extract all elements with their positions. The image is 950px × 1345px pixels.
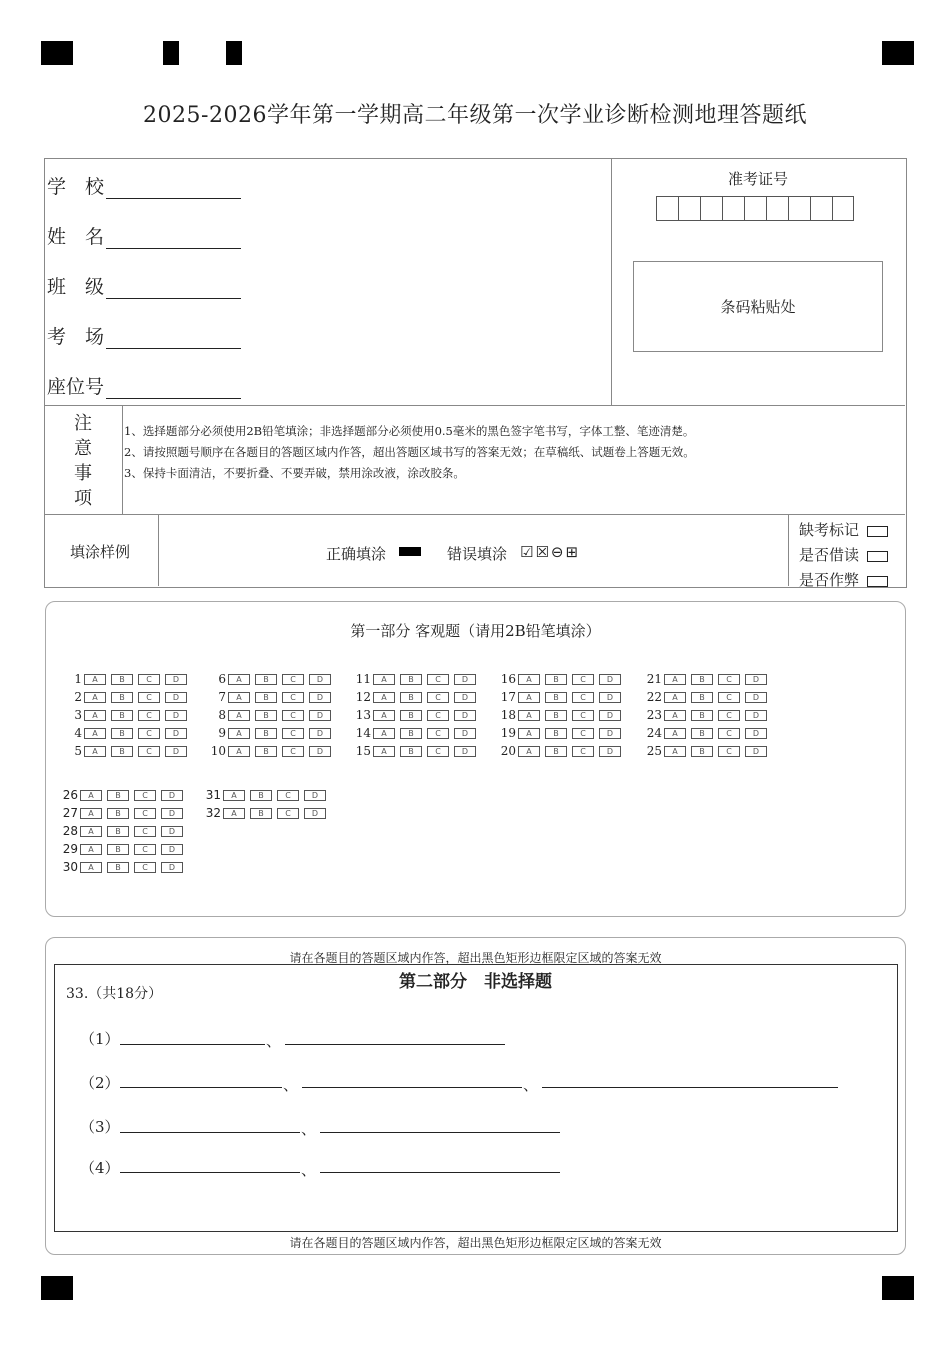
option-bubble-b[interactable]: B [400,692,422,703]
transfer-flag[interactable] [799,544,888,565]
field-label: 班 级 [47,276,105,298]
option-bubble-d[interactable]: D [309,728,331,739]
note-item: 1、选择题部分必须使用2B铅笔填涂；非选择题部分必须使用0.5毫米的黑色签字笔书写，字体工整、笔迹清楚。 [124,424,695,438]
answer-line[interactable] [120,1172,300,1173]
question-number: 3 [74,708,82,722]
choice-question [64,744,192,758]
question-number: 6 [218,672,226,686]
name-field[interactable] [47,222,241,249]
absent-flag[interactable] [799,519,888,540]
option-bubble-b[interactable]: B [545,746,567,757]
choice-question [208,672,336,686]
option-bubble-a[interactable]: A [80,862,102,873]
option-bubble-d[interactable]: D [161,826,183,837]
option-bubble-c[interactable]: C [282,710,304,721]
choice-question [60,842,188,856]
part1-title: 第一部分 客观题（请用2B铅笔填涂） [350,622,601,640]
separator: 、 [283,1076,299,1094]
option-bubble-b[interactable]: B [400,710,422,721]
exam-id-cell[interactable] [678,196,700,221]
option-bubble-c[interactable]: C [282,674,304,685]
option-bubble-c[interactable]: C [134,844,156,855]
checkbox[interactable] [867,551,888,562]
registration-mark [882,1276,914,1300]
question-number: 21 [646,672,662,686]
option-bubble-d[interactable]: D [309,674,331,685]
option-bubble-b[interactable]: B [691,710,713,721]
answer-line[interactable] [120,1087,282,1088]
choice-question [353,744,481,758]
option-bubble-a[interactable]: A [664,746,686,757]
option-bubble-c[interactable]: C [282,692,304,703]
question-number: 32 [205,806,221,820]
option-bubble-b[interactable]: B [111,692,133,703]
question-number: 4 [74,726,82,740]
option-bubble-d[interactable]: D [599,728,621,739]
notes-heading-char: 注 [74,413,92,434]
option-bubble-b[interactable]: B [545,692,567,703]
option-bubble-b[interactable]: B [545,728,567,739]
option-bubble-c[interactable]: C [134,790,156,801]
option-bubble-b[interactable]: B [250,808,272,819]
question-number: 31 [205,788,221,802]
field-label: 学 校 [47,176,105,198]
question-number: 24 [646,726,662,740]
question-number: 9 [218,726,226,740]
option-bubble-d[interactable]: D [165,728,187,739]
exam-id-cell[interactable] [656,196,678,221]
exam-id-cell[interactable] [744,196,766,221]
option-bubble-a[interactable]: A [518,746,540,757]
option-bubble-d[interactable]: D [304,808,326,819]
choice-question [64,690,192,704]
choice-question [353,726,481,740]
question-number: 22 [646,690,662,704]
option-bubble-b[interactable]: B [107,790,129,801]
option-bubble-b[interactable]: B [255,692,277,703]
question-number: 15 [355,744,371,758]
choice-question [644,744,772,758]
question-number: 2 [74,690,82,704]
option-bubble-b[interactable]: B [111,710,133,721]
option-bubble-d[interactable]: D [454,692,476,703]
option-bubble-c[interactable]: C [138,710,160,721]
option-bubble-d[interactable]: D [454,674,476,685]
page-title: 2025-2026学年第一学期高二年级第一次学业诊断检测地理答题纸 [143,103,807,128]
option-bubble-d[interactable]: D [165,710,187,721]
choice-question [498,708,626,722]
separator: 、 [523,1076,539,1094]
option-bubble-a[interactable]: A [228,692,250,703]
option-bubble-c[interactable]: C [138,728,160,739]
registration-mark [163,41,179,65]
option-bubble-a[interactable]: A [518,692,540,703]
question-number: 5 [74,744,82,758]
question-number: 12 [355,690,371,704]
sub-question-label: （3） [80,1118,120,1136]
answer-line[interactable] [320,1172,560,1173]
option-bubble-a[interactable]: A [84,674,106,685]
option-bubble-a[interactable]: A [228,710,250,721]
option-bubble-c[interactable]: C [572,692,594,703]
option-bubble-c[interactable]: C [138,692,160,703]
field-label: 座位号 [47,376,105,398]
divider [158,514,159,586]
choice-question [60,860,188,874]
choice-question [60,788,188,802]
option-bubble-c[interactable]: C [718,674,740,685]
choice-question [644,726,772,740]
question-number: 28 [62,824,78,838]
question-number: 16 [500,672,516,686]
barcode-area [633,261,883,352]
option-bubble-c[interactable]: C [427,746,449,757]
option-bubble-c[interactable]: C [427,692,449,703]
wrong-fill-label: 错误填涂 [447,545,508,563]
question-number: 18 [500,708,516,722]
question-number: 11 [355,672,371,686]
question-number: 29 [62,842,78,856]
question-number: 26 [62,788,78,802]
registration-mark [882,41,914,65]
option-bubble-d[interactable]: D [745,728,767,739]
correct-fill-label: 正确填涂 [326,545,387,563]
option-bubble-b[interactable]: B [691,674,713,685]
option-bubble-a[interactable]: A [84,710,106,721]
choice-question [498,726,626,740]
option-bubble-b[interactable]: B [255,728,277,739]
answer-line[interactable] [285,1044,505,1045]
option-bubble-c[interactable]: C [277,790,299,801]
question-number: 14 [355,726,371,740]
choice-question [208,726,336,740]
exam-id-cell[interactable] [766,196,788,221]
option-bubble-a[interactable]: A [80,790,102,801]
option-bubble-d[interactable]: D [309,692,331,703]
registration-mark [41,41,73,65]
option-bubble-d[interactable]: D [161,790,183,801]
option-bubble-d[interactable]: D [745,710,767,721]
choice-question [208,708,336,722]
option-bubble-a[interactable]: A [223,790,245,801]
option-bubble-b[interactable]: B [107,826,129,837]
option-bubble-d[interactable]: D [599,710,621,721]
option-bubble-b[interactable]: B [400,746,422,757]
choice-question [498,672,626,686]
school-field[interactable] [47,172,241,199]
exam-id-cell[interactable] [788,196,810,221]
option-bubble-a[interactable]: A [223,808,245,819]
option-bubble-c[interactable]: C [427,674,449,685]
option-bubble-b[interactable]: B [255,710,277,721]
option-bubble-a[interactable]: A [84,692,106,703]
divider [44,405,905,406]
field-label: 考 场 [47,326,105,348]
registration-mark [226,41,242,65]
notes-heading-char: 意 [74,438,92,459]
choice-question [644,672,772,686]
choice-question [208,690,336,704]
option-bubble-a[interactable]: A [228,746,250,757]
choice-question [644,690,772,704]
answer-line[interactable] [120,1044,265,1045]
option-bubble-a[interactable]: A [80,844,102,855]
choice-question [353,672,481,686]
question-number: 20 [500,744,516,758]
option-bubble-a[interactable]: A [373,728,395,739]
option-bubble-c[interactable]: C [572,728,594,739]
option-bubble-c[interactable]: C [718,692,740,703]
option-bubble-b[interactable]: B [545,710,567,721]
class-field[interactable] [47,272,241,299]
checkbox[interactable] [867,526,888,537]
option-bubble-a[interactable]: A [518,728,540,739]
note-item: 2、请按照题号顺序在各题目的答题区域内作答，超出答题区域书写的答案无效；在草稿纸、试题卷上答题无效。 [124,445,695,459]
option-bubble-a[interactable]: A [373,710,395,721]
divider [788,514,789,586]
option-bubble-b[interactable]: B [111,746,133,757]
notes-heading-char: 项 [74,488,92,509]
choice-question [498,744,626,758]
question-number: 30 [62,860,78,874]
option-bubble-a[interactable]: A [373,674,395,685]
exam-id-cell[interactable] [832,196,854,221]
option-bubble-a[interactable]: A [373,692,395,703]
option-bubble-d[interactable]: D [309,746,331,757]
option-bubble-a[interactable]: A [84,728,106,739]
question-number: 23 [646,708,662,722]
option-bubble-a[interactable]: A [80,826,102,837]
divider [122,405,123,514]
option-bubble-c[interactable]: C [427,728,449,739]
seat-field[interactable] [47,372,241,399]
divider [611,158,612,405]
option-bubble-c[interactable]: C [427,710,449,721]
question-number: 7 [218,690,226,704]
option-bubble-c[interactable]: C [134,826,156,837]
note-item: 3、保持卡面清洁，不要折叠、不要弄破，禁用涂改液，涂改胶条。 [124,466,465,480]
option-bubble-b[interactable]: B [545,674,567,685]
option-bubble-d[interactable]: D [745,674,767,685]
question-number: 25 [646,744,662,758]
answer-line[interactable] [302,1087,522,1088]
option-bubble-d[interactable]: D [165,674,187,685]
option-bubble-a[interactable]: A [664,674,686,685]
option-bubble-c[interactable]: C [572,710,594,721]
option-bubble-a[interactable]: A [373,746,395,757]
option-bubble-d[interactable]: D [745,746,767,757]
choice-question [498,690,626,704]
option-bubble-d[interactable]: D [161,862,183,873]
notes-heading [74,411,92,511]
option-bubble-d[interactable]: D [745,692,767,703]
option-bubble-a[interactable]: A [80,808,102,819]
option-bubble-a[interactable]: A [664,710,686,721]
option-bubble-b[interactable]: B [111,728,133,739]
option-bubble-d[interactable]: D [165,746,187,757]
option-bubble-d[interactable]: D [309,710,331,721]
choice-question [353,690,481,704]
room-field[interactable] [47,322,241,349]
option-bubble-b[interactable]: B [107,808,129,819]
divider [44,514,905,515]
question-number: 1 [74,672,82,686]
option-bubble-b[interactable]: B [107,862,129,873]
sub-question-label: （4） [80,1159,120,1177]
checkbox[interactable] [867,576,888,587]
choice-question [64,708,192,722]
answer-area[interactable] [54,964,898,1232]
exam-id-cell[interactable] [810,196,832,221]
cheat-flag[interactable] [799,569,888,590]
option-bubble-c[interactable]: C [134,808,156,819]
option-bubble-c[interactable]: C [282,728,304,739]
exam-id-label: 准考证号 [727,170,788,188]
option-bubble-d[interactable]: D [454,710,476,721]
separator: 、 [301,1120,317,1138]
registration-mark [41,1276,73,1300]
option-bubble-b[interactable]: B [255,674,277,685]
option-bubble-b[interactable]: B [250,790,272,801]
choice-question [353,708,481,722]
choice-question [644,708,772,722]
flag-label: 缺考标记 [799,521,860,539]
exam-id-cell[interactable] [700,196,722,221]
option-bubble-b[interactable]: B [255,746,277,757]
part2-title: 第二部分 非选择题 [399,972,552,992]
option-bubble-c[interactable]: C [718,728,740,739]
flag-label: 是否作弊 [799,571,860,589]
option-bubble-b[interactable]: B [691,728,713,739]
choice-question [64,726,192,740]
question-number: 13 [355,708,371,722]
boundary-warning-top: 请在各题目的答题区域内作答，超出黑色矩形边框限定区域的答案无效 [289,951,662,965]
notes-heading-char: 事 [74,463,92,484]
option-bubble-a[interactable]: A [664,728,686,739]
sub-question-label: （1） [80,1030,120,1048]
option-bubble-b[interactable]: B [111,674,133,685]
exam-id-cell[interactable] [722,196,744,221]
choice-question [64,672,192,686]
option-bubble-a[interactable]: A [228,728,250,739]
option-bubble-c[interactable]: C [282,746,304,757]
option-bubble-c[interactable]: C [138,746,160,757]
question-number: 10 [210,744,226,758]
exam-id-cells[interactable] [656,196,854,221]
option-bubble-c[interactable]: C [572,746,594,757]
wrong-fill-samples: ☑☒⊖⊞ [520,543,581,561]
sub-question-label: （2） [80,1074,120,1092]
option-bubble-b[interactable]: B [107,844,129,855]
option-bubble-d[interactable]: D [599,746,621,757]
option-bubble-d[interactable]: D [161,844,183,855]
question-number: 17 [500,690,516,704]
option-bubble-d[interactable]: D [454,746,476,757]
question-number: 19 [500,726,516,740]
choice-question [203,806,331,820]
option-bubble-d[interactable]: D [304,790,326,801]
option-bubble-d[interactable]: D [599,692,621,703]
answer-line[interactable] [320,1132,560,1133]
choice-question [208,744,336,758]
separator: 、 [301,1161,317,1179]
option-bubble-b[interactable]: B [691,746,713,757]
correct-fill-sample [399,547,421,556]
option-bubble-d[interactable]: D [454,728,476,739]
option-bubble-c[interactable]: C [572,674,594,685]
answer-line[interactable] [120,1132,300,1133]
option-bubble-d[interactable]: D [161,808,183,819]
option-bubble-d[interactable]: D [599,674,621,685]
boundary-warning-bottom: 请在各题目的答题区域内作答，超出黑色矩形边框限定区域的答案无效 [289,1236,662,1250]
question-number: 27 [62,806,78,820]
flag-label: 是否借读 [799,546,860,564]
choice-question [60,806,188,820]
option-bubble-a[interactable]: A [228,674,250,685]
choice-question [60,824,188,838]
option-bubble-a[interactable]: A [84,746,106,757]
option-bubble-a[interactable]: A [518,710,540,721]
option-bubble-a[interactable]: A [664,692,686,703]
barcode-label: 条码粘贴处 [720,298,796,316]
option-bubble-c[interactable]: C [138,674,160,685]
option-bubble-b[interactable]: B [400,674,422,685]
question-33-label: 33.（共18分） [66,986,163,1002]
field-label: 姓 名 [47,226,105,248]
option-bubble-c[interactable]: C [134,862,156,873]
option-bubble-c[interactable]: C [718,746,740,757]
fill-sample-label: 填涂样例 [70,543,131,561]
answer-line[interactable] [542,1087,838,1088]
separator: 、 [266,1032,282,1050]
option-bubble-c[interactable]: C [277,808,299,819]
option-bubble-d[interactable]: D [165,692,187,703]
choice-question [203,788,331,802]
option-bubble-b[interactable]: B [691,692,713,703]
option-bubble-b[interactable]: B [400,728,422,739]
option-bubble-a[interactable]: A [518,674,540,685]
question-number: 8 [218,708,226,722]
option-bubble-c[interactable]: C [718,710,740,721]
